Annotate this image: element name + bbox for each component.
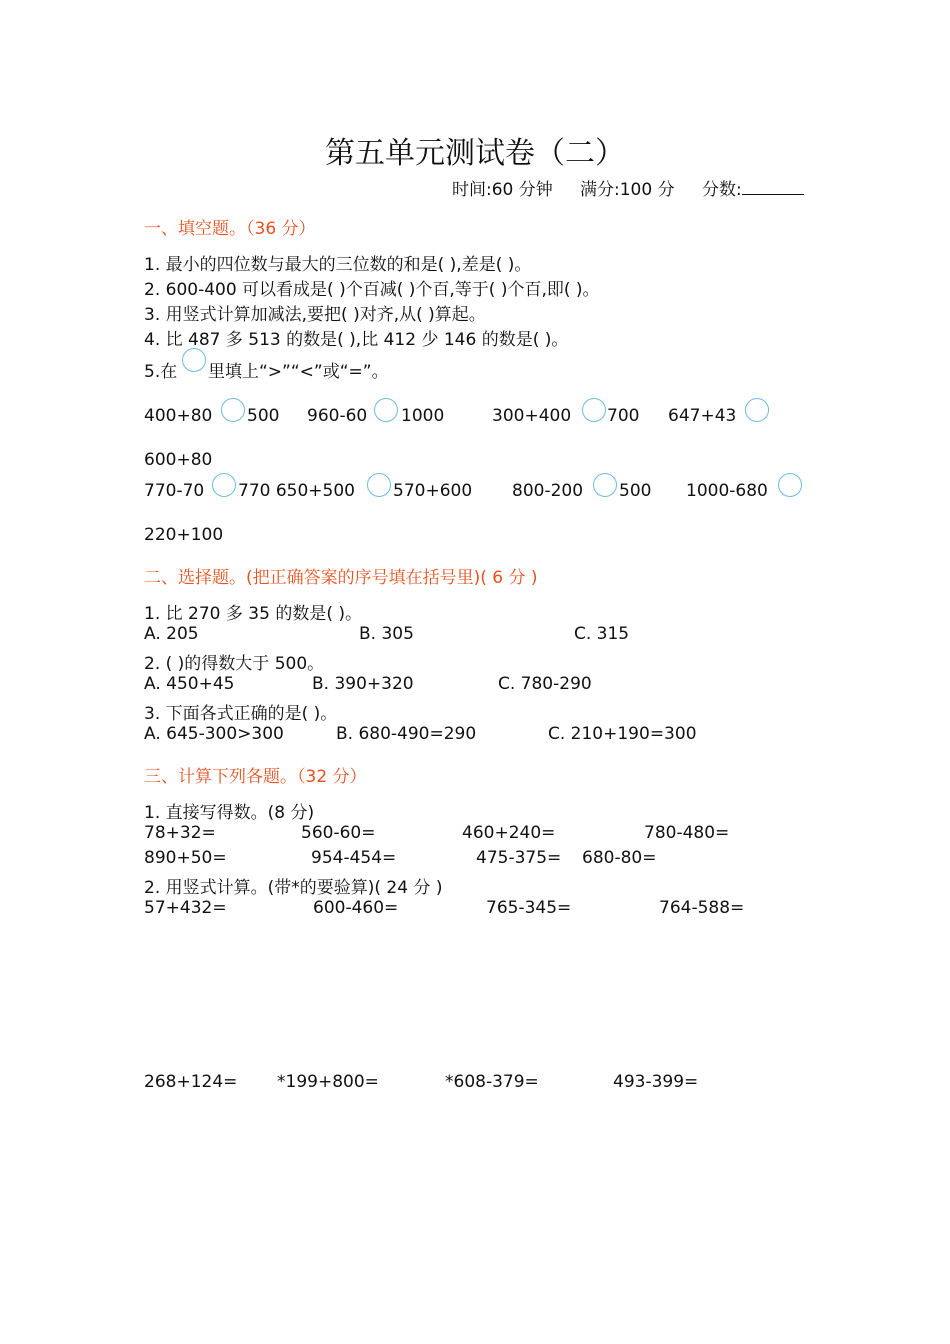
compare-expr: 500 [247, 406, 280, 426]
s1-question-4: 4. 比 487 多 513 的数是( ),比 412 少 146 的数是( )。 [144, 330, 569, 350]
score-label: 分数: [702, 180, 742, 200]
section3-heading: 三、计算下列各题。（32 分） [144, 767, 367, 787]
s1-question-1: 1. 最小的四位数与最大的三位数的和是( ),差是( )。 [144, 255, 532, 275]
calc-expr: 780-480= [644, 823, 730, 843]
s3-question-2: 2. 用竖式计算。(带*的要验算)( 24 分 ) [144, 878, 443, 898]
compare-circle-input[interactable] [593, 473, 617, 497]
compare-expr: 300+400 [492, 406, 572, 426]
section1-heading: 一、填空题。（36 分） [144, 219, 316, 239]
calc-expr: 493-399= [613, 1072, 699, 1092]
s1-question-5-suffix: 里填上“>”“<”或“=”。 [208, 362, 389, 382]
s2-question-3: 3. 下面各式正确的是( )。 [144, 704, 338, 724]
compare-circle-icon [182, 348, 206, 372]
time-label: 时间:60 分钟 [452, 180, 553, 200]
compare-expr: 1000-680 [686, 481, 768, 501]
compare-circle-input[interactable] [212, 473, 236, 497]
section2-heading-score: ( 6 分 ) [480, 568, 538, 588]
calc-expr: *199+800= [277, 1072, 379, 1092]
compare-circle-input[interactable] [778, 473, 802, 497]
calc-expr: 600-460= [313, 898, 399, 918]
section2-heading [144, 563, 538, 588]
option-a[interactable]: A. 450+45 [144, 674, 235, 694]
compare-circle-input[interactable] [745, 398, 769, 422]
compare-expr: 500 [619, 481, 652, 501]
calc-expr: 680-80= [582, 848, 657, 868]
calc-expr: 765-345= [486, 898, 572, 918]
s1-question-2: 2. 600-400 可以看成是( )个百减( )个百,等于( )个百,即( )。 [144, 280, 600, 300]
s2-question-2: 2. ( )的得数大于 500。 [144, 654, 325, 674]
calc-expr: 268+124= [144, 1072, 238, 1092]
option-c[interactable]: C. 780-290 [498, 674, 592, 694]
calc-expr: 475-375= [476, 848, 562, 868]
compare-circle-input[interactable] [367, 473, 391, 497]
calc-expr: 954-454= [311, 848, 397, 868]
full-score-label: 满分:100 分 [580, 180, 675, 200]
s3-question-1: 1. 直接写得数。(8 分) [144, 803, 315, 823]
score-blank[interactable] [742, 180, 804, 195]
calc-expr: 764-588= [659, 898, 745, 918]
compare-expr: 400+80 [144, 406, 213, 426]
compare-expr: 770-70 [144, 481, 205, 501]
page-title: 第五单元测试卷（二） [325, 136, 625, 171]
compare-circle-input[interactable] [221, 398, 245, 422]
calc-expr: 560-60= [301, 823, 376, 843]
calc-expr: 57+432= [144, 898, 227, 918]
compare-expr: 600+80 [144, 450, 213, 470]
calc-expr: 890+50= [144, 848, 227, 868]
option-a[interactable]: A. 645-300>300 [144, 724, 284, 744]
compare-expr: 220+100 [144, 525, 224, 545]
calc-expr: 78+32= [144, 823, 216, 843]
s1-question-5-prefix: 5.在 [144, 362, 178, 382]
calc-expr: 460+240= [462, 823, 556, 843]
option-c[interactable]: C. 210+190=300 [548, 724, 697, 744]
section2-heading-main: 二、选择题。(把正确答案的序号填在括号里) [144, 568, 481, 588]
option-b[interactable]: B. 390+320 [312, 674, 414, 694]
compare-expr: 647+43 [668, 406, 737, 426]
compare-expr: 700 [607, 406, 640, 426]
s1-question-3: 3. 用竖式计算加减法,要把( )对齐,从( )算起。 [144, 305, 486, 325]
option-c[interactable]: C. 315 [574, 624, 630, 644]
compare-circle-input[interactable] [582, 398, 606, 422]
compare-expr: 960-60 [307, 406, 368, 426]
compare-circle-input[interactable] [374, 398, 398, 422]
option-a[interactable]: A. 205 [144, 624, 199, 644]
calc-expr: *608-379= [445, 1072, 539, 1092]
s2-question-1: 1. 比 270 多 35 的数是( )。 [144, 604, 362, 624]
compare-expr: 800-200 [512, 481, 584, 501]
option-b[interactable]: B. 680-490=290 [336, 724, 477, 744]
score-field[interactable] [702, 175, 804, 200]
compare-expr: 570+600 [393, 481, 473, 501]
compare-expr: 1000 [401, 406, 445, 426]
compare-expr: 770 650+500 [238, 481, 355, 501]
option-b[interactable]: B. 305 [359, 624, 414, 644]
